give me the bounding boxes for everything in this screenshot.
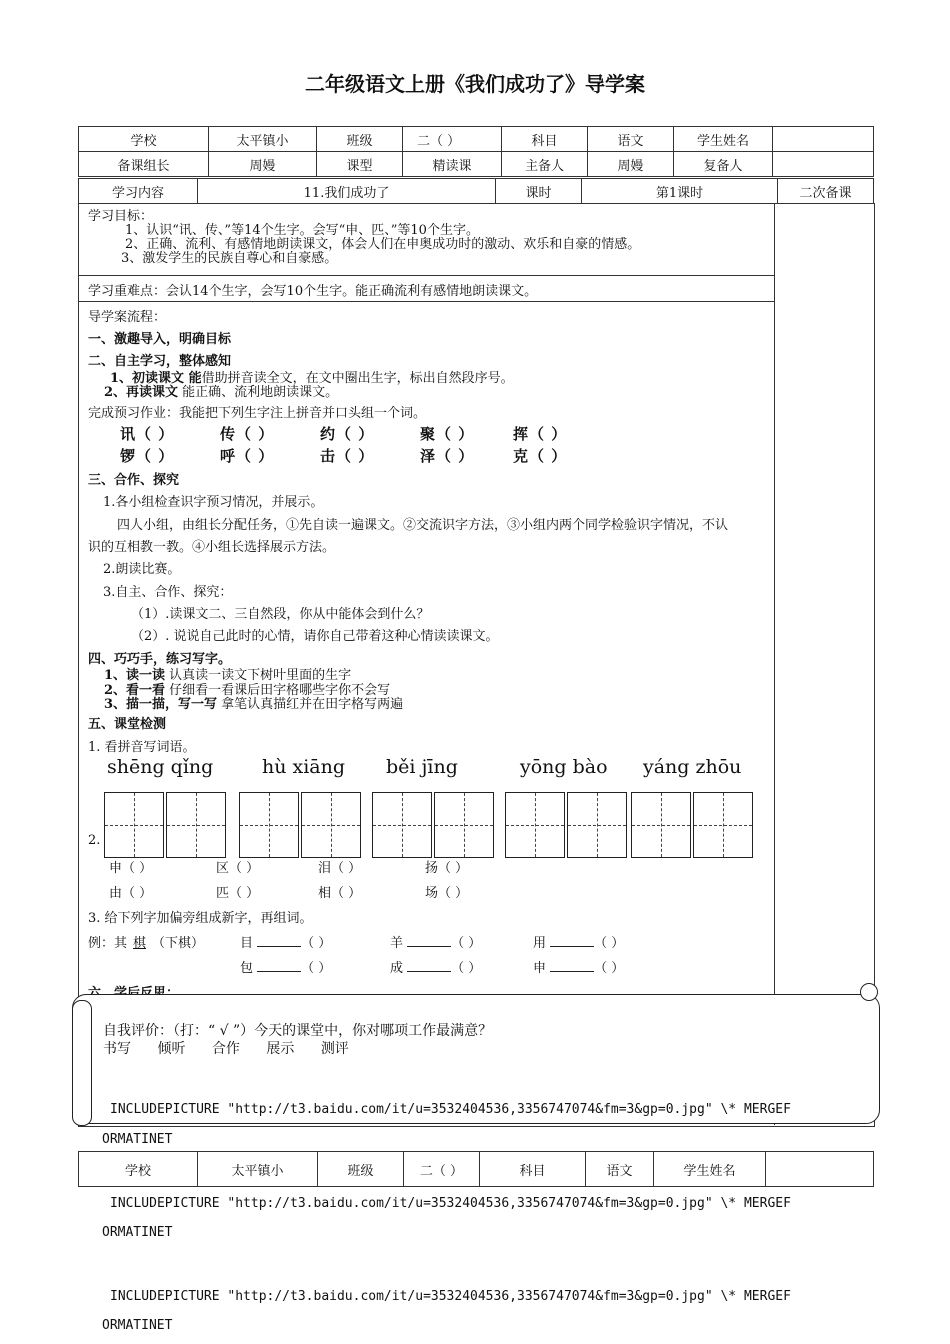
char-item: 泽（ ） [420,447,475,465]
cell: 第1课时 [582,179,778,204]
step-text: 1. 看拼音写词语。 [88,740,196,755]
option-showing[interactable]: 展示 [266,1041,295,1057]
key-points: 学习重难点：会认14个生字，会写10个生字。能正确流利有感情地朗读课文。 [88,284,538,299]
answer-paren[interactable]: （ ） [594,936,625,951]
cell: 学校 [79,1152,198,1187]
info-table [78,126,874,177]
char-item: 锣（ ） [120,447,175,465]
answer-paren[interactable]: （ ） [451,936,482,951]
pinyin-label: yōng bào [520,756,608,778]
pinyin-label: běi jīng [386,756,458,778]
cell: 学习内容 [79,179,198,204]
radical-char: 目 [240,936,254,951]
char-item: 挥（ ） [513,425,568,443]
cell: 学生姓名 [654,1152,766,1187]
writing-grid[interactable] [104,792,164,858]
writing-grid[interactable] [239,792,299,858]
step-text: 能正确、流利地朗读课文。 [178,385,339,400]
section-heading: 四、巧巧手，练习写字。 [88,652,232,667]
paragraph: 识的互相教一教。④小组长选择展示方法。 [88,540,336,555]
step-label: 2、再读课文 [104,385,179,400]
answer-blank[interactable] [257,971,301,972]
section-heading: 一、激趣导入，明确目标 [88,332,232,347]
option-listening[interactable]: 倾听 [157,1041,186,1057]
divider [78,301,774,302]
pair-item: 相（ ） [318,886,362,901]
pair-item: 场（ ） [425,886,469,901]
answer-blank[interactable] [550,971,594,972]
field-code: ORMATINET [102,1318,173,1333]
answer-blank[interactable] [407,971,451,972]
option-testing[interactable]: 测评 [320,1041,349,1057]
radical-char: 用 [533,936,547,951]
answer-paren[interactable]: （ ） [451,961,482,976]
cell: 二（ ） [404,1152,480,1187]
step-text: 3. 给下列字加偏旁组成新字，再组词。 [88,911,313,926]
field-code: INCLUDEPICTURE "http://t3.baidu.com/it/u=3532404536,3356747074&fm=3&gp=0.jpg" \* MERGEF [110,1289,791,1304]
step-text: 仔细看一看课后田字格哪些字你不会写 [165,683,391,698]
cell: 11.我们成功了 [198,179,496,204]
step-text: 2.朗读比赛。 [103,562,181,577]
step-text: 2. [88,833,101,848]
cell: 周嫚 [209,152,317,177]
step-text: （1）.读课文二、三自然段，你从中能体会到什么？ [131,607,430,622]
example-new-char: 棋 [133,936,147,951]
pair-item: 匹（ ） [216,886,260,901]
cell: 班级 [318,1152,404,1187]
field-code: INCLUDEPICTURE "http://t3.baidu.com/it/u=3532404536,3356747074&fm=3&gp=0.jpg" \* MERGEF [110,1102,791,1117]
goal-item: 1、认识“讯、传、”等14个生字。会写“申、匹、”等10个生字。 [125,223,479,238]
cell: 主备人 [502,152,588,177]
pair-item: 泪（ ） [318,861,362,876]
cell: 课时 [496,179,582,204]
cell: 太平镇小 [198,1152,318,1187]
cell: 复备人 [674,152,773,177]
student-name-field[interactable] [766,1152,874,1187]
field-code: ORMATINET [102,1132,173,1147]
divider [774,203,775,1125]
paragraph: 四人小组，由组长分配任务，①先自读一遍课文。②交流识字方法，③小组内两个同学检验识字情况，不认 [117,518,729,533]
section-heading: 三、合作、探究 [88,473,180,488]
char-item: 约（ ） [320,425,375,443]
writing-grid[interactable] [505,792,565,858]
field-code: INCLUDEPICTURE "http://t3.baidu.com/it/u=3532404536,3356747074&fm=3&gp=0.jpg" \* MERGEF [110,1196,791,1211]
reflection-prompt: 自我评价：（打：“ √ ”）今天的课堂中，你对哪项工作最满意？ [103,1023,493,1039]
answer-paren[interactable]: （ ） [594,961,625,976]
example-word: （下棋） [152,936,205,951]
pair-item: 扬（ ） [425,861,469,876]
step-text: 认真读一读文下树叶里面的生字 [165,668,352,683]
cell: 语文 [586,1152,654,1187]
section-heading: 五、课堂检测 [88,717,167,732]
cell: 学校 [79,127,209,152]
flow-label: 导学案流程： [88,310,167,325]
writing-grid[interactable] [631,792,691,858]
cell: 备课组长 [79,152,209,177]
student-name-field[interactable] [773,127,874,152]
goal-item: 2、正确、流利、有感情地朗读课文，体会人们在申奥成功时的激动、欢乐和自豪的情感。 [125,237,641,252]
cell: 科目 [480,1152,586,1187]
writing-grid[interactable] [301,792,361,858]
radical-char: 包 [240,961,254,976]
lesson-table [78,178,874,204]
step-label: 3、描一描，写一写 [104,697,218,712]
example-label: 例：其 [88,936,128,951]
answer-blank[interactable] [407,946,451,947]
writing-grid[interactable] [567,792,627,858]
radical-char: 申 [533,961,547,976]
info-table-repeat [78,1151,874,1187]
step-label: 1、初读课文 能 [110,371,202,386]
cell: 周嫚 [588,152,674,177]
cell: 科目 [502,127,588,152]
pair-item: 由（ ） [109,886,153,901]
co-preparer-field[interactable] [773,152,874,177]
cell: 课型 [317,152,403,177]
step-label: 1、读一读 [104,668,166,683]
scroll-roll-left [72,1000,92,1126]
char-item: 击（ ） [320,447,375,465]
cell: 二次备课 [778,179,874,204]
pinyin-label: hù xiāng [262,756,346,778]
cell: 语文 [588,127,674,152]
page-title: 二年级语文上册《我们成功了》导学案 [305,72,645,96]
step-label: 2、看一看 [104,683,166,698]
cell: 精读课 [403,152,502,177]
char-item: 讯（ ） [120,425,175,443]
char-item: 克（ ） [513,447,568,465]
divider [78,275,774,276]
step-text: 借助拼音读全文，在文中圈出生字，标出自然段序号。 [201,371,514,386]
radical-char: 成 [390,961,404,976]
cell: 班级 [317,127,403,152]
step-text: （2）. 说说自己此时的心情，请你自己带着这种心情读读课文。 [131,629,499,644]
section-heading: 二、自主学习，整体感知 [88,354,232,369]
option-writing[interactable]: 书写 [103,1041,131,1057]
step-text: 1.各小组检查识字预习情况，并展示。 [103,495,324,510]
step-text: 拿笔认真描红并在田字格写两遍 [217,697,404,712]
writing-grid[interactable] [372,792,432,858]
answer-paren[interactable]: （ ） [301,961,332,976]
radical-char: 羊 [390,936,404,951]
goals-label: 学习目标： [88,209,154,224]
goal-item: 3、激发学生的民族自尊心和自豪感。 [121,251,338,266]
writing-grid[interactable] [166,792,226,858]
answer-paren[interactable]: （ ） [301,936,332,951]
scroll-roll-right [860,983,878,1001]
step-text: 3.自主、合作、探究： [103,585,233,600]
field-code: ORMATINET [102,1225,173,1240]
answer-blank[interactable] [550,946,594,947]
pinyin-label: shēng qǐng [107,756,214,778]
cell: 太平镇小 [209,127,317,152]
preview-instruction: 完成预习作业：我能把下列生字注上拼音并口头组一个词。 [88,406,427,421]
option-cooperation[interactable]: 合作 [211,1041,240,1057]
char-item: 传（ ） [220,425,275,443]
cell: 学生姓名 [674,127,773,152]
writing-grid[interactable] [693,792,753,858]
answer-blank[interactable] [257,946,301,947]
cell: 二（ ） [403,127,502,152]
pinyin-label: yáng zhōu [643,756,742,778]
writing-grid[interactable] [434,792,494,858]
char-item: 呼（ ） [220,447,275,465]
pair-item: 申（ ） [109,861,153,876]
char-item: 聚（ ） [420,425,475,443]
pair-item: 区（ ） [216,861,260,876]
